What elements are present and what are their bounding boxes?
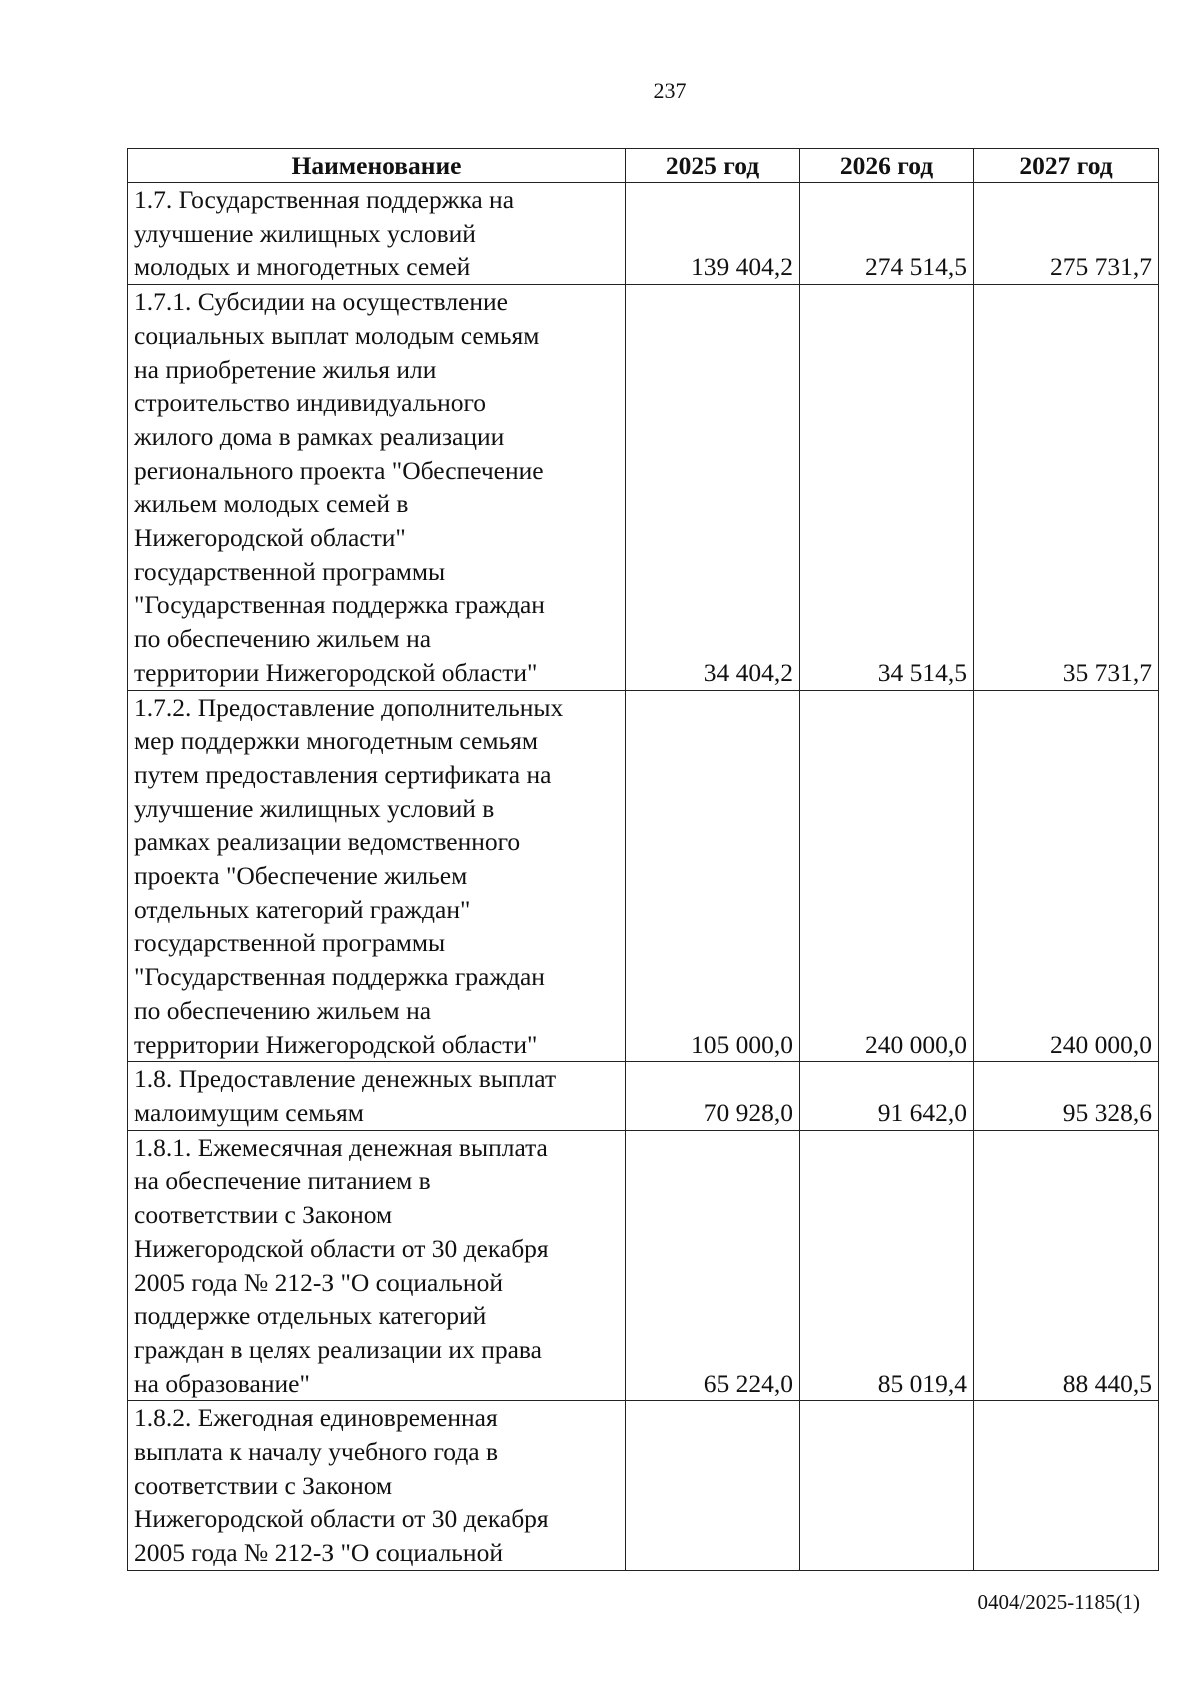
document-id: 0404/2025-1185(1) (977, 1590, 1140, 1614)
table-row (128, 285, 1159, 690)
row-name-line: Нижегородской области от 30 декабря (134, 1504, 549, 1534)
budget-table (127, 148, 1159, 1571)
table-row (128, 1062, 1159, 1130)
value-2026-cell: 34 514,5 (800, 285, 974, 690)
value-2027-cell: 35 731,7 (974, 285, 1159, 690)
row-name-line: Нижегородской области" (134, 523, 406, 553)
value-2026-cell: 240 000,0 (800, 690, 974, 1062)
row-name-cell (128, 285, 626, 690)
row-name-cell (128, 1130, 626, 1401)
value-2027-cell: 275 731,7 (974, 183, 1159, 285)
row-name-line: социальных выплат молодым семьям (134, 320, 540, 350)
table-row (128, 183, 1159, 285)
value-2025-cell: 105 000,0 (626, 690, 800, 1062)
row-name-line: по обеспечению жильем на (134, 624, 432, 654)
header-name: Наименование (128, 149, 626, 183)
value-2026-cell (800, 1401, 974, 1571)
row-name-line: молодых и многодетных семей (134, 252, 471, 282)
row-name-line: на приобретение жилья или (134, 354, 437, 384)
row-name-line: территории Нижегородской области" (134, 1029, 538, 1059)
row-name-line: 1.7.2. Предоставление дополнительных (134, 692, 564, 722)
value-2027-cell (974, 1401, 1159, 1571)
row-name-line: 1.8. Предоставление денежных выплат (134, 1064, 557, 1094)
row-name-line: 1.8.2. Ежегодная единовременная (134, 1403, 498, 1433)
value-2026-cell: 274 514,5 (800, 183, 974, 285)
value-2025-cell: 139 404,2 (626, 183, 800, 285)
table-row (128, 1130, 1159, 1401)
row-name-line: выплата к началу учебного года в (134, 1437, 499, 1467)
row-name-line: соответствии с Законом (134, 1200, 393, 1230)
row-name-line: поддержке отдельных категорий (134, 1301, 487, 1331)
row-name-cell (128, 1401, 626, 1571)
row-name-line: мер поддержки многодетным семьям (134, 726, 538, 756)
row-name-line: путем предоставления сертификата на (134, 759, 552, 789)
value-2025-cell: 65 224,0 (626, 1130, 800, 1401)
row-name-cell (128, 1062, 626, 1130)
header-2027: 2027 год (974, 149, 1159, 183)
row-name-cell (128, 183, 626, 285)
table-row (128, 1401, 1159, 1571)
row-name-cell (128, 690, 626, 1062)
value-2025-cell: 70 928,0 (626, 1062, 800, 1130)
row-name-line: по обеспечению жильем на (134, 995, 432, 1025)
value-2026-cell: 85 019,4 (800, 1130, 974, 1401)
row-name-line: Нижегородской области от 30 декабря (134, 1233, 549, 1263)
row-name-line: строительство индивидуального (134, 388, 487, 418)
row-name-line: территории Нижегородской области" (134, 657, 538, 687)
row-name-line: на образование" (134, 1368, 310, 1398)
value-2026-cell: 91 642,0 (800, 1062, 974, 1130)
row-name-line: улучшение жилищных условий в (134, 793, 495, 823)
row-name-line: малоимущим семьям (134, 1097, 364, 1127)
row-name-line: 1.7. Государственная поддержка на (134, 185, 515, 214)
row-name-line: соответствии с Законом (134, 1470, 393, 1500)
table-header-row (128, 149, 1159, 183)
row-name-line: отдельных категорий граждан" (134, 894, 471, 924)
header-2026: 2026 год (800, 149, 974, 183)
row-name-line: граждан в целях реализации их права (134, 1334, 542, 1364)
row-name-line: "Государственная поддержка граждан (134, 590, 545, 620)
header-2025: 2025 год (626, 149, 800, 183)
row-name-line: 1.8.1. Ежемесячная денежная выплата (134, 1132, 548, 1162)
row-name-line: государственной программы (134, 928, 446, 958)
row-name-line: 2005 года № 212-З "О социальной (134, 1267, 503, 1297)
row-name-line: "Государственная поддержка граждан (134, 962, 545, 992)
table-row (128, 690, 1159, 1062)
value-2025-cell (626, 1401, 800, 1571)
row-name-line: улучшение жилищных условий (134, 218, 476, 248)
row-name-line: на обеспечение питанием в (134, 1166, 431, 1196)
value-2025-cell: 34 404,2 (626, 285, 800, 690)
row-name-line: государственной программы (134, 556, 446, 586)
row-name-line: жильем молодых семей в (134, 489, 409, 519)
row-name-line: проекта "Обеспечение жильем (134, 861, 468, 891)
value-2027-cell: 88 440,5 (974, 1130, 1159, 1401)
table-body (128, 183, 1159, 1571)
row-name-line: регионального проекта "Обеспечение (134, 455, 544, 485)
value-2027-cell: 95 328,6 (974, 1062, 1159, 1130)
row-name-line: 1.7.1. Субсидии на осуществление (134, 287, 508, 317)
row-name-line: 2005 года № 212-З "О социальной (134, 1538, 503, 1568)
page-number: 237 (653, 78, 687, 103)
row-name-line: жилого дома в рамках реализации (134, 421, 505, 451)
row-name-line: рамках реализации ведомственного (134, 827, 521, 857)
value-2027-cell: 240 000,0 (974, 690, 1159, 1062)
